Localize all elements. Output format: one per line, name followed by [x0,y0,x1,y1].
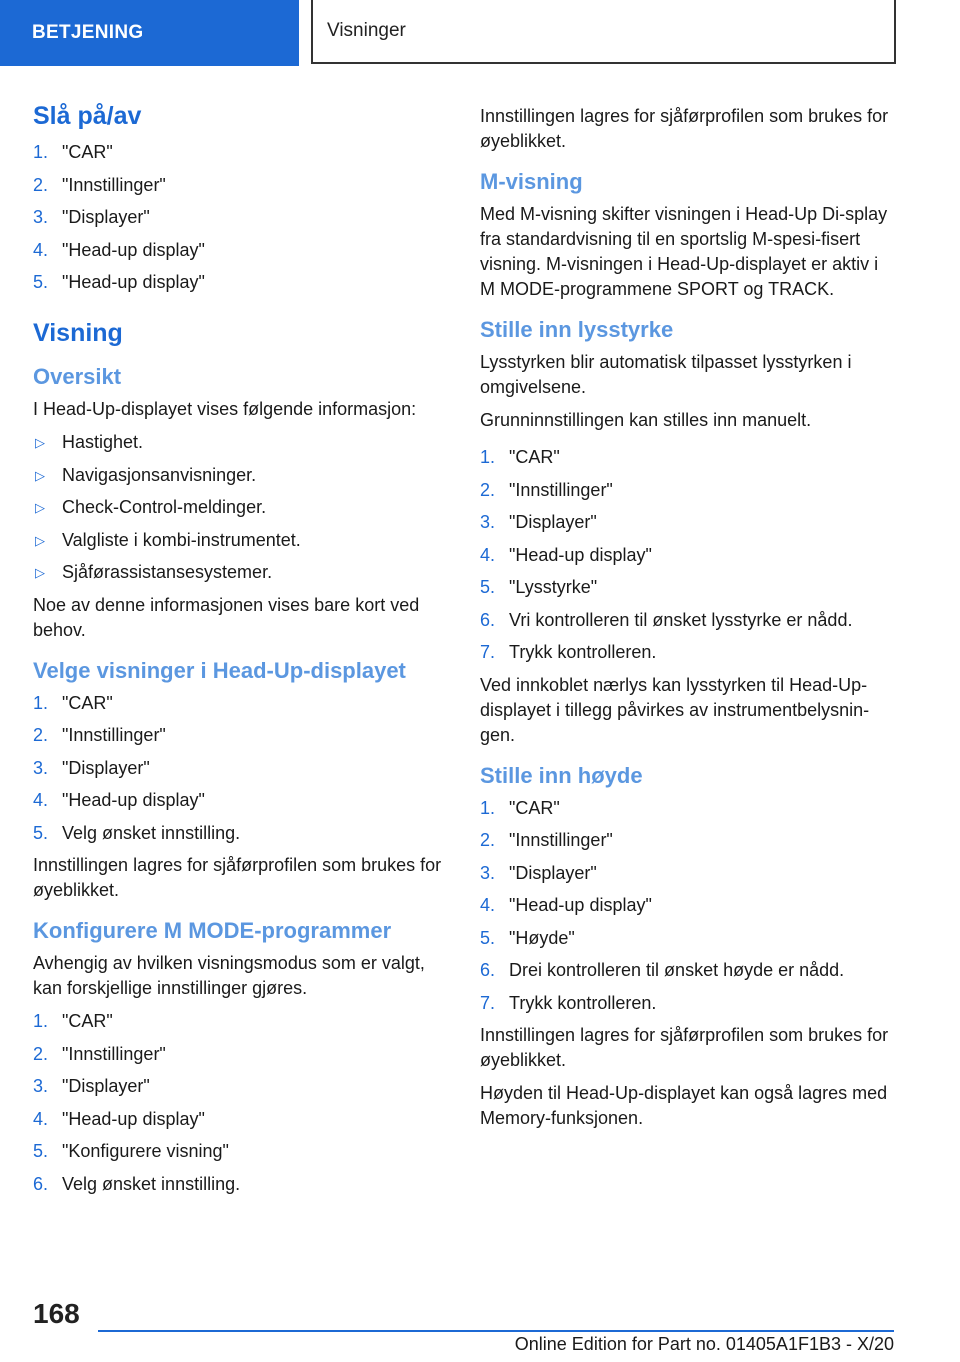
paragraph: Innstillingen lagres for sjåførprofilen som brukes for øyeblikket. [33,855,442,900]
list-item: 2. "Innstillinger" [33,1043,166,1064]
paragraph: Med M-visning skifter visningen i Head-Up Di-splay fra standardvisning til en sportslig M-spesi-fisert visning. M-visningen i Head-Up-displayet er aktiv i M MODE-programmene SPORT og TRACK. [480,204,888,299]
footer-divider [98,1330,894,1332]
list-item: 3. "Displayer" [33,207,150,227]
steps-sla-pa-av [33,140,451,295]
heading-visning: Visning [33,319,123,347]
list-item: 3. "Displayer" [33,1076,150,1096]
list-item: 4. "Head-up display" [33,790,205,810]
triangle-bullet-icon: ▷ [35,435,45,450]
list-item: 4. "Head-up display" [480,895,652,915]
list-item: 6. Velg ønsket innstilling. [33,1173,241,1194]
list-item: 2. "Innstillinger" [33,725,166,745]
list-item: 3. "Displayer" [480,862,597,883]
list-item: 7. Trykk kontrolleren. [480,642,657,662]
list-item: 6. Drei kontrolleren til ønsket høyde er nådd. [480,960,845,980]
list-item: ▷ Sjåførassistansesystemer. [33,560,451,585]
list-item: 1. "CAR" [480,797,560,818]
paragraph: Avhengig av hvilken visningsmodus som er valgt, kan forskjellige innstillinger gjøres. [33,953,425,998]
list-item: 3. "Displayer" [33,757,150,778]
list-item: ▷ Navigasjonsanvisninger. [33,463,451,488]
section-tab: BETJENING [0,0,299,66]
paragraph: Grunninnstillingen kan stilles inn manuelt. [480,410,812,430]
page-header [0,0,960,66]
list-item: 1. "CAR" [33,692,113,713]
list-item: ▷ Valgliste i kombi-instrumentet. [33,528,451,553]
steps-velge [33,691,451,846]
list-item: 2. "Innstillinger" [480,830,613,850]
list-item: ▷ Hastighet. [33,430,451,455]
triangle-bullet-icon: ▷ [35,532,45,548]
right-column [480,104,898,1139]
paragraph: Noe av denne informasjonen vises bare kort ved behov. [33,594,420,640]
left-column [33,100,451,1204]
list-item: 1. "CAR" [33,142,113,162]
list-item: 5. "Lysstyrke" [480,577,598,597]
list-item: 6. Vri kontrolleren til ønsket lysstyrke er nådd. [480,609,853,630]
list-item: 5. "Head-up display" [33,272,205,292]
paragraph: Innstillingen lagres for sjåførprofilen som brukes for øyeblikket. [480,1025,889,1070]
list-item: 2. "Innstillinger" [480,479,613,500]
heading-oversikt: Oversikt [33,364,122,389]
triangle-bullet-icon: ▷ [35,565,45,580]
heading-hoyde: Stille inn høyde [480,762,643,788]
list-item: 5. "Høyde" [480,927,575,948]
heading-sla-pa-av: Slå på/av [33,102,142,130]
list-item: 4. "Head-up display" [480,544,652,565]
paragraph: Innstillingen lagres for sjåførprofilen som brukes for øyeblikket. [480,106,889,151]
page-number: 168 [33,1298,80,1329]
list-item: 4. "Head-up display" [33,239,205,260]
paragraph: Ved innkoblet nærlys kan lysstyrken til Head-Up-displayet i tillegg påvirkes av instrumentbelysnin-gen. [480,674,870,745]
steps-lysstyrke [480,445,898,665]
paragraph: Lysstyrken blir automatisk tilpasset lysstyrken i omgivelsene. [480,352,852,397]
list-item: 4. "Head-up display" [33,1108,205,1129]
heading-lysstyrke: Stille inn lysstyrke [480,317,674,342]
chapter-title: Visninger [311,0,896,64]
paragraph: I Head-Up-displayet vises følgende informasjon: [33,399,417,419]
list-item: 5. "Konfigurere visning" [33,1141,229,1161]
list-item: ▷ Check-Control-meldinger. [33,495,451,520]
list-item: 7. Trykk kontrolleren. [480,992,657,1013]
steps-hoyde [480,796,898,1016]
heading-konfigurere: Konfigurere M MODE-programmer [33,918,392,943]
triangle-bullet-icon: ▷ [35,467,45,483]
list-item: 2. "Innstillinger" [33,174,166,195]
paragraph: Høyden til Head-Up-displayet kan også lagres med Memory-funksjonen. [480,1083,888,1128]
bullets-oversikt [33,430,451,585]
footer-edition: Online Edition for Part no. 01405A1F1B3 - X/20 [514,1334,894,1354]
list-item: 1. "CAR" [480,447,560,467]
steps-konfigurere [33,1009,451,1197]
triangle-bullet-icon: ▷ [35,500,45,515]
list-item: 3. "Displayer" [480,512,597,532]
list-item: 1. "CAR" [33,1011,113,1031]
heading-m-visning: M-visning [480,169,583,194]
heading-velge: Velge visninger i Head-Up-displayet [33,657,406,683]
list-item: 5. Velg ønsket innstilling. [33,822,241,843]
